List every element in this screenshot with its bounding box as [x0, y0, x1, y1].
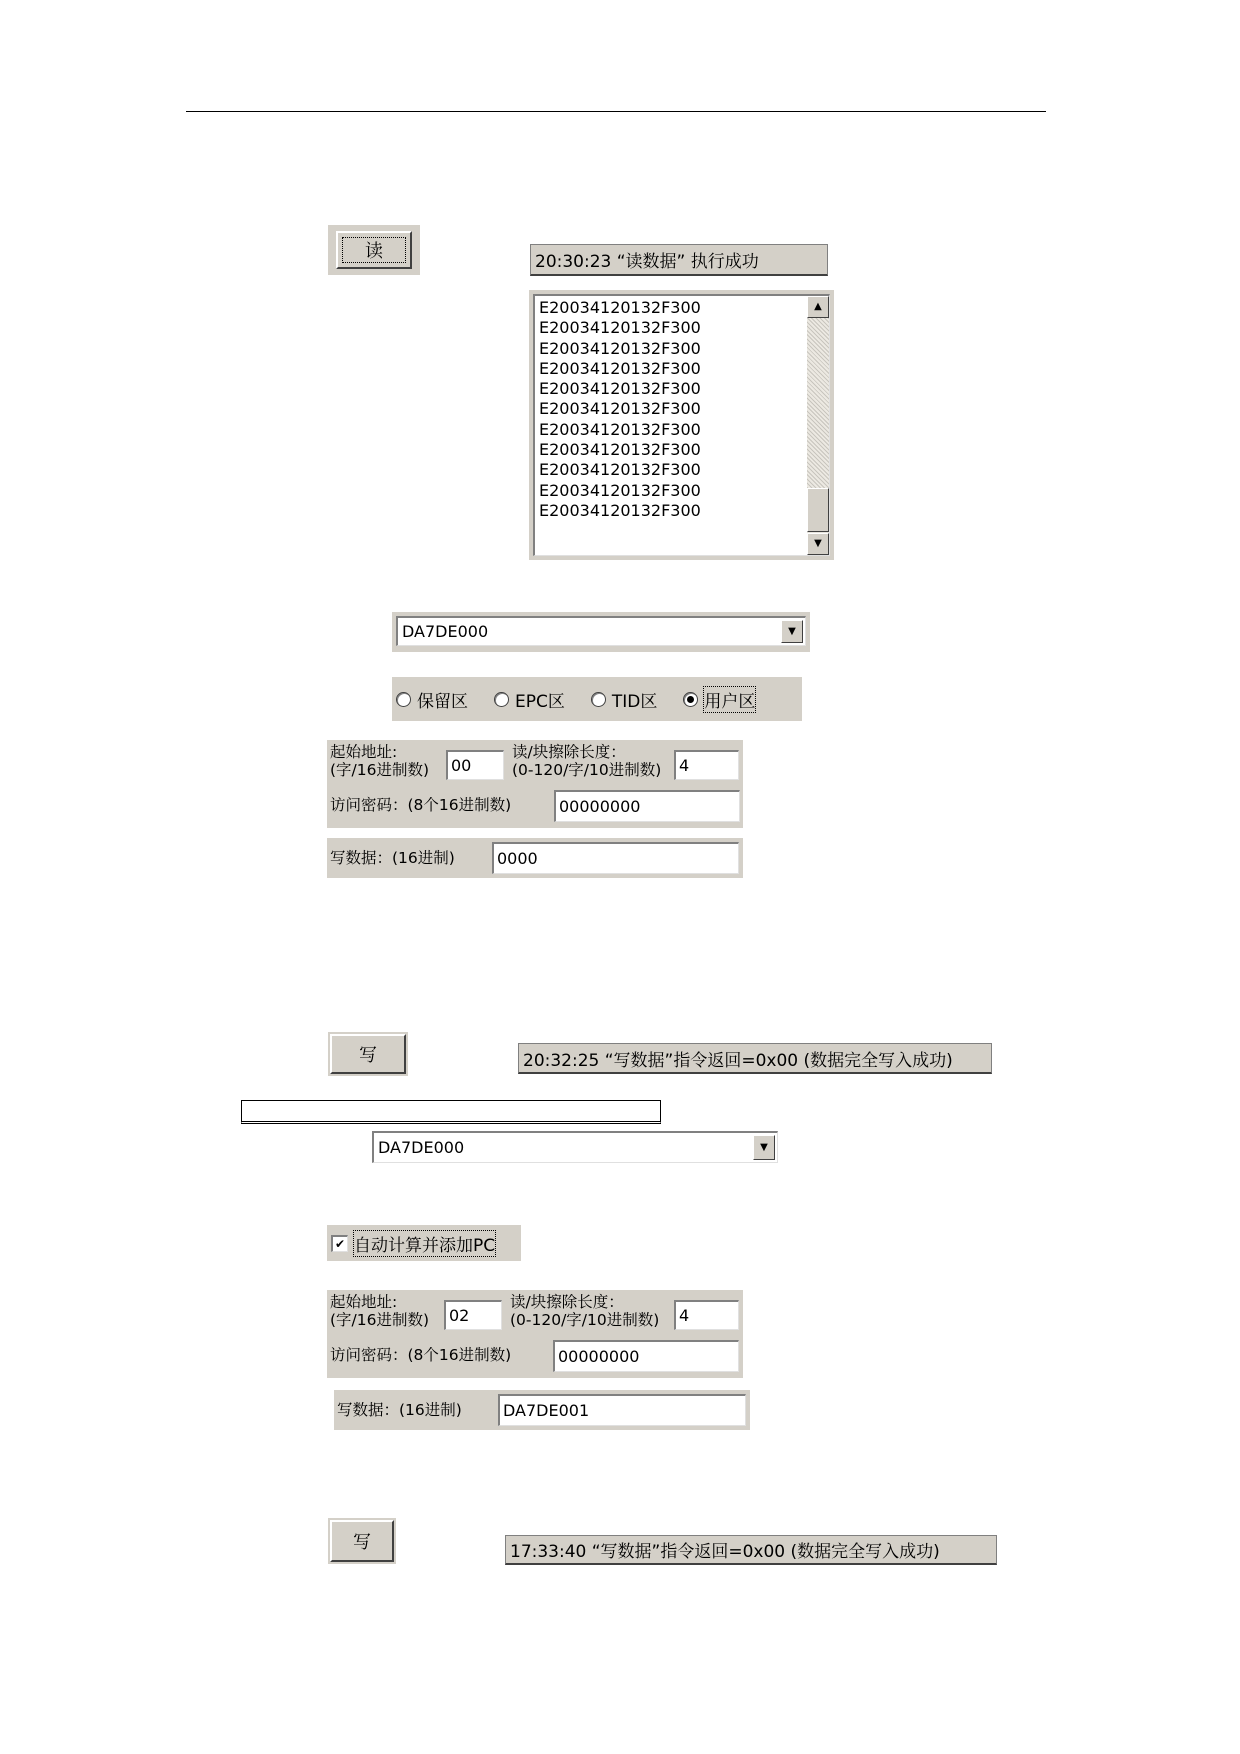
write-params-panel	[327, 1290, 743, 1378]
write-length-input[interactable]: 4	[674, 1300, 739, 1330]
radio-epc-label: EPC区	[515, 691, 565, 712]
list-item[interactable]: E20034120132F300	[539, 460, 701, 480]
list-item[interactable]: E20034120132F300	[539, 358, 701, 378]
radio-reserved-label: 保留区	[417, 691, 468, 712]
length-input[interactable]: 4	[674, 750, 739, 780]
tag-select-value: DA7DE000	[402, 622, 489, 641]
list-item[interactable]: E20034120132F300	[539, 318, 701, 338]
start-addr-label-line1: 起始地址:	[330, 743, 398, 761]
blank-frame	[241, 1100, 661, 1124]
read-params-panel	[327, 740, 743, 828]
radio-tid-dot[interactable]	[591, 692, 606, 707]
write-password-input[interactable]: 00000000	[553, 1340, 739, 1372]
scroll-up-icon[interactable]: ▲	[807, 296, 829, 318]
auto-pc-checkbox[interactable]: ✔	[331, 1235, 348, 1252]
read-status-bar: 20:30:23 “读数据” 执行成功	[530, 244, 828, 276]
radio-tid[interactable]	[591, 687, 658, 712]
write-length-label	[510, 1293, 659, 1329]
write-tag-select-value: DA7DE000	[378, 1138, 465, 1157]
list-item[interactable]: E20034120132F300	[539, 440, 701, 460]
auto-pc-label: 自动计算并添加PC	[354, 1231, 495, 1256]
list-item[interactable]: E20034120132F300	[539, 379, 701, 399]
write-status-bar-1: 20:32:25 “写数据”指令返回=0x00 (数据完全写入成功)	[518, 1043, 992, 1074]
list-item[interactable]: E20034120132F300	[539, 338, 701, 358]
epc-list-items	[539, 298, 825, 521]
write-length-label-line2: (0-120/字/10进制数)	[510, 1311, 660, 1329]
write-status-bar-2: 17:33:40 “写数据”指令返回=0x00 (数据完全写入成功)	[505, 1535, 997, 1565]
radio-epc[interactable]	[494, 687, 565, 712]
header-rule	[186, 111, 1046, 112]
write-button-2[interactable]: 写	[330, 1520, 394, 1562]
scroll-down-icon[interactable]: ▼	[807, 533, 829, 555]
list-item[interactable]: E20034120132F300	[539, 419, 701, 439]
write-start-addr-input[interactable]: 02	[444, 1300, 502, 1330]
epc-list-frame	[529, 290, 834, 560]
radio-tid-label: TID区	[611, 691, 658, 712]
memory-bank-group	[392, 677, 802, 721]
write-chevron-down-icon[interactable]: ▼	[753, 1135, 775, 1160]
epc-list-scrollbar[interactable]	[807, 296, 829, 555]
chevron-down-icon[interactable]: ▼	[781, 620, 803, 643]
radio-user[interactable]	[683, 687, 755, 712]
read-button-frame	[328, 225, 420, 275]
write-start-addr-label	[330, 1293, 429, 1329]
list-item[interactable]: E20034120132F300	[539, 480, 701, 500]
list-item[interactable]: E20034120132F300	[539, 399, 701, 419]
list-item[interactable]: E20034120132F300	[539, 500, 701, 520]
length-label	[512, 743, 661, 779]
write-password-label: 访问密码：(8个16进制数)	[330, 1346, 512, 1364]
epc-listbox[interactable]	[533, 294, 830, 556]
write-data-panel-2	[334, 1390, 750, 1430]
auto-pc-checkbox-row	[327, 1225, 521, 1261]
write-tag-select[interactable]	[372, 1131, 778, 1163]
write-data-input[interactable]: 0000	[492, 842, 739, 874]
tag-select[interactable]	[396, 616, 806, 646]
read-button[interactable]: 读	[336, 231, 412, 269]
start-addr-label-line2: (字/16进制数)	[330, 761, 430, 779]
write-data-label: 写数据：(16进制)	[330, 849, 455, 867]
radio-user-dot[interactable]	[683, 692, 698, 707]
write-length-label-line1: 读/块擦除长度：	[510, 1293, 624, 1311]
password-input[interactable]: 00000000	[554, 790, 740, 822]
write-button-1[interactable]: 写	[330, 1034, 406, 1074]
password-label: 访问密码：(8个16进制数)	[330, 796, 512, 814]
length-label-line2: (0-120/字/10进制数)	[512, 761, 662, 779]
radio-reserved[interactable]	[396, 687, 468, 712]
length-label-line1: 读/块擦除长度：	[512, 743, 626, 761]
write-start-addr-label-line2: (字/16进制数)	[330, 1311, 430, 1329]
write-start-addr-label-line1: 起始地址:	[330, 1293, 398, 1311]
radio-reserved-dot[interactable]	[396, 692, 411, 707]
start-addr-input[interactable]: 00	[446, 750, 504, 780]
radio-user-label: 用户区	[704, 687, 755, 712]
list-item[interactable]: E20034120132F300	[539, 298, 701, 317]
start-addr-label	[330, 743, 429, 779]
write-button-frame-1	[328, 1032, 408, 1076]
write-data-label-2: 写数据：(16进制)	[337, 1401, 462, 1419]
write-button-frame-2	[328, 1518, 396, 1564]
write-data-input-2[interactable]: DA7DE001	[498, 1394, 746, 1426]
scroll-thumb[interactable]	[807, 488, 829, 532]
radio-epc-dot[interactable]	[494, 692, 509, 707]
tag-combo-frame	[392, 612, 810, 652]
write-data-panel	[327, 838, 743, 878]
scroll-track[interactable]	[807, 318, 829, 488]
